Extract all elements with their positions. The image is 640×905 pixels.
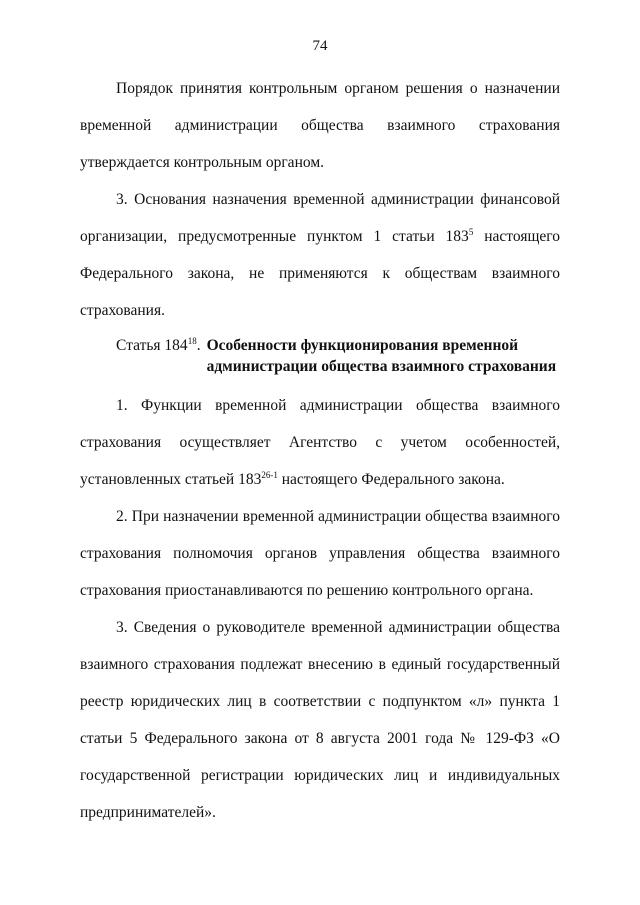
article-title: Особенности функционирования временной администрации общества взаимного страхования (206, 337, 557, 375)
paragraph-procedure: Порядок принятия контрольным органом решения о назначении временной администрации общества взаимного страхования утверждается контрольным органом. (80, 80, 560, 171)
paragraph-functions-tail: настоящего Федерального закона. (277, 471, 505, 488)
paragraph-grounds (80, 181, 560, 329)
article-number: Статья 184 (116, 337, 188, 354)
page-number: 74 (312, 38, 328, 54)
article-label (116, 335, 207, 377)
paragraph-functions (80, 387, 560, 498)
paragraph-grounds-tail: настоящего Федерального закона, не применяются к обществам взаимного страхования. (80, 228, 560, 319)
superscript-marker: 5 (468, 226, 474, 237)
article-heading (116, 329, 560, 387)
article-number-suffix: . (196, 337, 201, 354)
paragraph-functions-text: 1. Функции временной администрации общества взаимного страхования осуществляет Агентство с учетом особенностей, установленных статьей 183 (80, 397, 560, 488)
article-number-superscript: 18 (187, 335, 197, 346)
paragraph-grounds-text: 3. Основания назначения временной администрации финансовой организации, предусмотренные пунктом 1 статьи 183 (80, 191, 560, 245)
document-body (80, 70, 560, 831)
superscript-marker: 26-1 (261, 469, 278, 480)
paragraph-registry-info: 3. Сведения о руководителе временной администрации общества взаимного страхования подлежат внесению в единый государственный реестр юридических лиц в соответствии с подпунктом «л» пункта 1 статьи 5 Федерального закона от 8 августа 2001 года № 129-ФЗ «О государственной регистрации юридических лиц и индивидуальных предпринимателей». (80, 619, 560, 821)
paragraph-powers-suspension: 2. При назначении временной администрации общества взаимного страхования полномочия органов управления общества взаимного страхования приостанавливаются по решению контрольного органа. (80, 508, 560, 599)
